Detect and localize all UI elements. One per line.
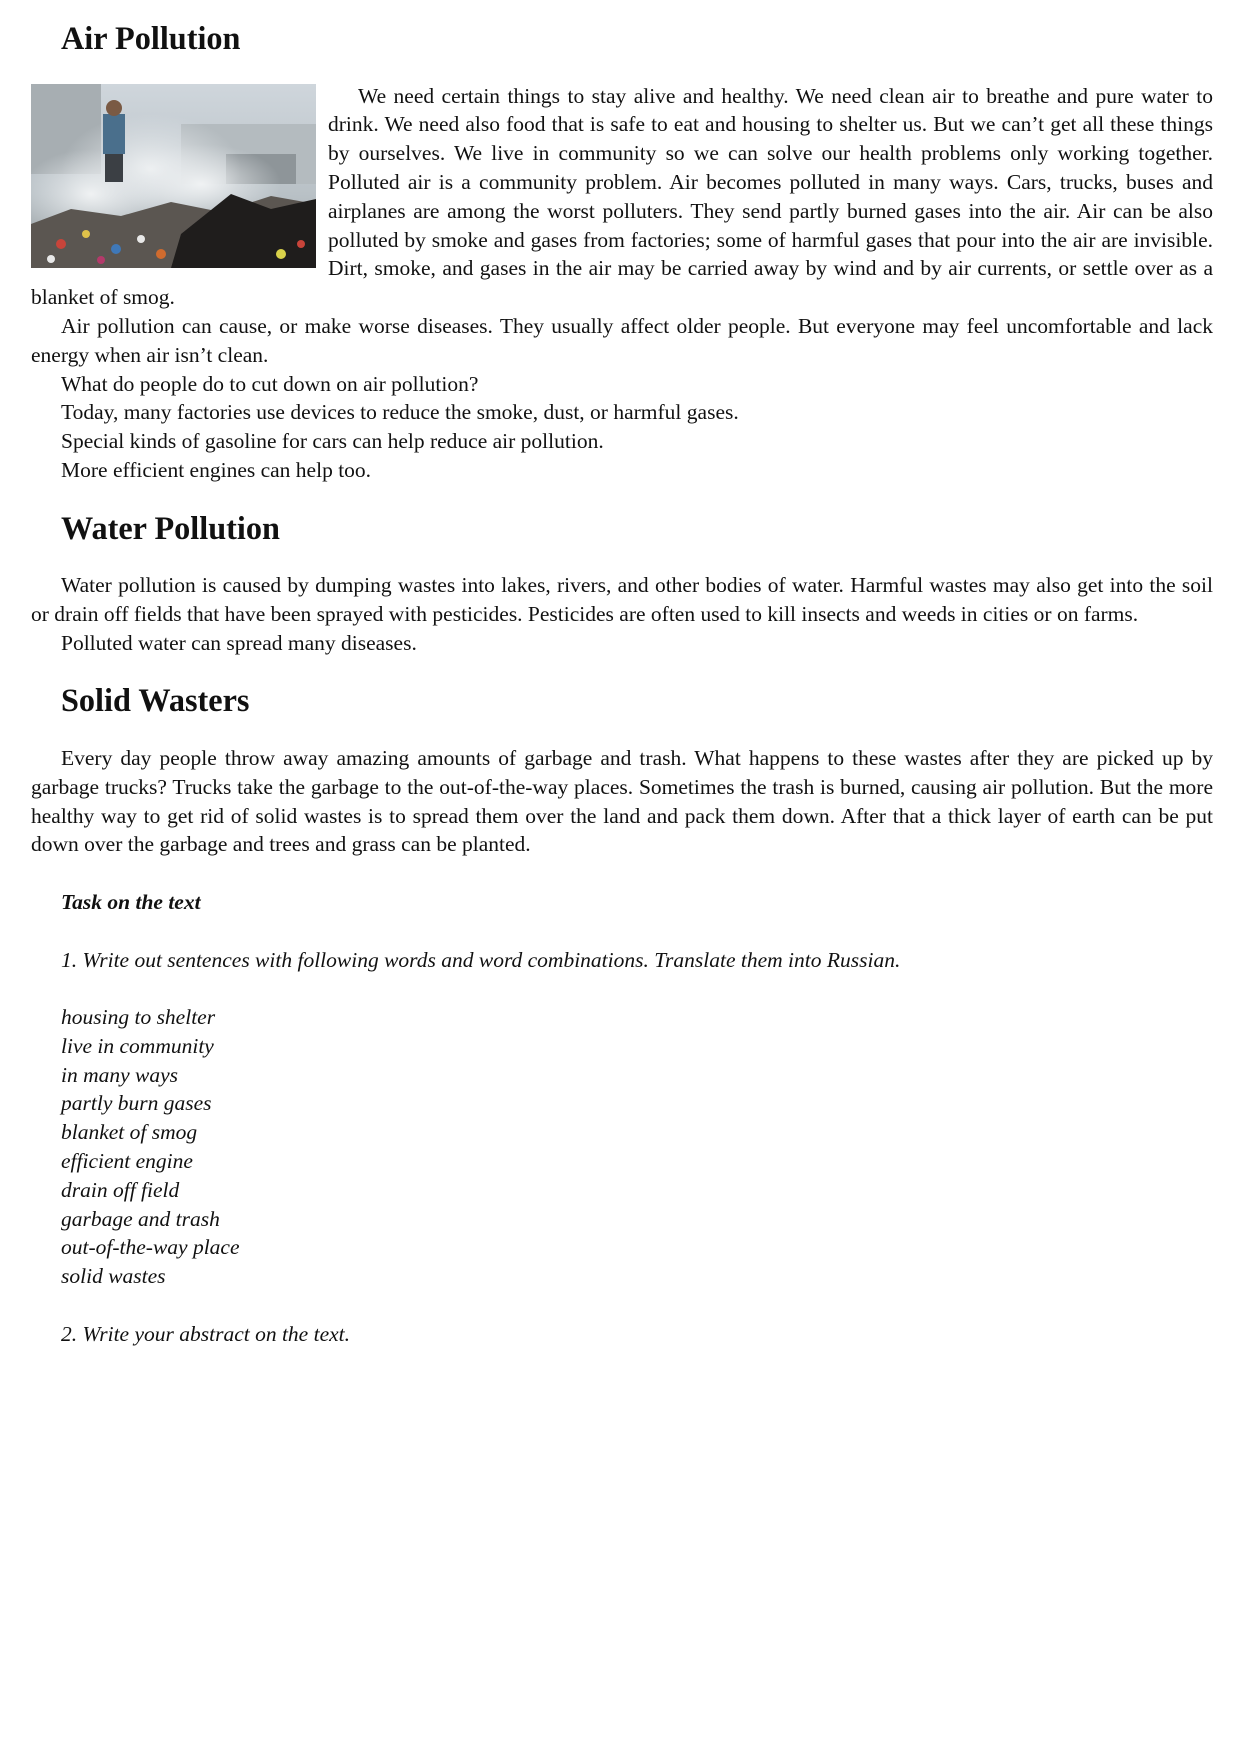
air-paragraph-1: We need certain things to stay alive and healthy. We need clean air to breathe and pure water to drink. We need also food that is safe to eat and housing to shelter us. But we can’t get all these things by ourselves. We live in community so we can solve our health problems only working together. Polluted air is a community problem. Air becomes polluted in many ways. Cars, trucks, buses and airplanes are among the worst polluters. They send partly burned gases into the air. Air can be also polluted by smoke and gases from factories; some of harmful gases that pour into the air are invisible. Dirt, smoke, and gases in the air may be carried away by wind and by air currents, or settle over as a blanket of smog. xyxy=(31,83,1213,310)
water-paragraph-2: Polluted water can spread many diseases. xyxy=(61,630,417,655)
section-title-air: Air Pollution xyxy=(61,20,241,56)
water-paragraph-1: Water pollution is caused by dumping wastes into lakes, rivers, and other bodies of water. Harmful wastes may also get into the soil or drain off fields that have been sprayed with pesticides. Pesticides are often used to kill insects and weeds in cities or on farms. xyxy=(31,573,1213,626)
vocab-item: efficient engine xyxy=(61,1149,193,1174)
vocab-item: drain off field xyxy=(61,1177,180,1202)
task-item-1: 1. Write out sentences with following words and word combinations. Translate them into Russian. xyxy=(61,947,901,972)
vocab-item: out-of-the-way place xyxy=(61,1235,240,1260)
air-answer-2: Special kinds of gasoline for cars can help reduce air pollution. xyxy=(61,429,604,454)
solid-paragraph-1: Every day people throw away amazing amounts of garbage and trash. What happens to these wastes after they are picked up by garbage trucks? Trucks take the garbage to the out-of-the-way places. Sometimes the trash is burned, causing air pollution. But the more healthy way to get rid of solid wastes is to spread them over the land and pack them down. After that a thick layer of earth can be put down over the garbage and trees and grass can be planted. xyxy=(31,745,1213,857)
task-title: Task on the text xyxy=(61,889,201,914)
air-answer-3: More efficient engines can help too. xyxy=(61,457,372,482)
spacer xyxy=(31,974,1213,1003)
spacer xyxy=(31,859,1213,888)
vocab-item: partly burn gases xyxy=(61,1091,212,1116)
spacer xyxy=(31,917,1213,946)
vocabulary-list xyxy=(31,1003,1213,1291)
task-item-2: 2. Write your abstract on the text. xyxy=(61,1321,351,1346)
photo-illustration xyxy=(31,84,316,268)
air-question: What do people do to cut down on air pollution? xyxy=(61,371,479,396)
air-answer-1: Today, many factories use devices to reduce the smoke, dust, or harmful gases. xyxy=(61,400,739,425)
air-paragraph-2: Air pollution can cause, or make worse diseases. They usually affect older people. But everyone may feel uncomfortable and lack energy when air isn’t clean. xyxy=(31,313,1213,367)
section-title-solid: Solid Wasters xyxy=(61,682,250,719)
vocab-item: live in community xyxy=(61,1033,214,1058)
document-page xyxy=(31,20,1213,1349)
vocab-item: housing to shelter xyxy=(61,1005,216,1030)
vocab-item: garbage and trash xyxy=(61,1206,220,1231)
vocab-item: solid wastes xyxy=(61,1264,166,1289)
pollution-photo xyxy=(31,84,316,268)
vocab-item: blanket of smog xyxy=(61,1120,198,1145)
vocab-item: in many ways xyxy=(61,1062,179,1087)
spacer xyxy=(31,1291,1213,1320)
section-title-water: Water Pollution xyxy=(61,509,280,546)
